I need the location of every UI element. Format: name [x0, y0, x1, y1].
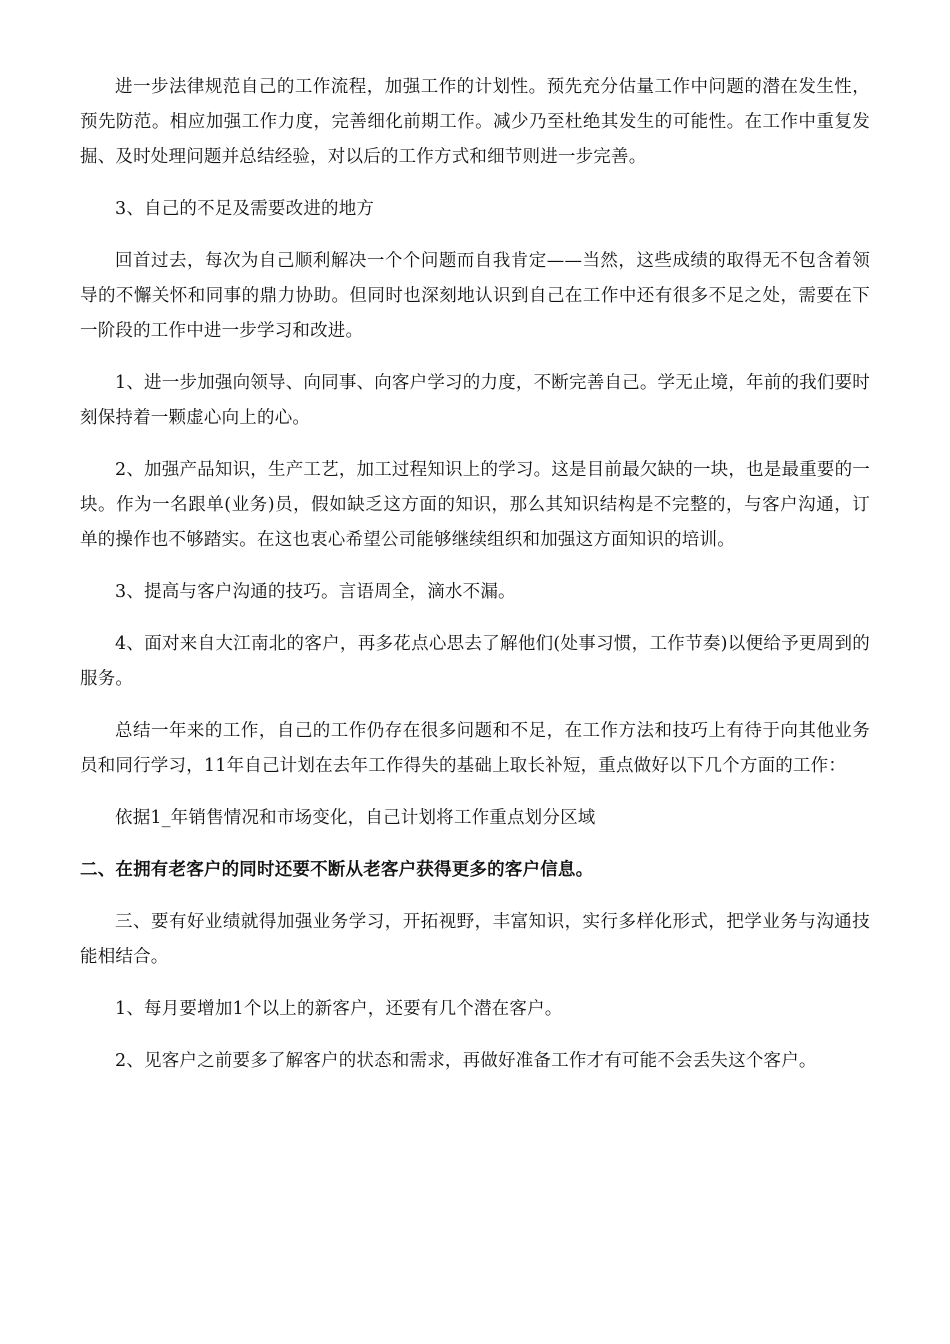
heading-section-two: 二、在拥有老客户的同时还要不断从老客户获得更多的客户信息。 [80, 860, 594, 880]
paragraph-item-learn: 1、进一步加强向领导、向同事、向客户学习的力度，不断完善自己。学无止境，年前的我们要时刻保持着一颗虚心向上的心。 [80, 373, 870, 428]
paragraph-item-product-knowledge: 2、加强产品知识，生产工艺，加工过程知识上的学习。这是目前最欠缺的一块，也是最重要的一块。作为一名跟单(业务)员，假如缺乏这方面的知识，那么其知识结构是不完整的，与客户沟通，订单的操作也不够踏实。在这也衷心希望公司能够继续组织和加强这方面知识的培训。 [80, 460, 870, 550]
paragraph-summary: 总结一年来的工作，自己的工作仍存在很多问题和不足，在工作方法和技巧上有待于向其他业务员和同行学习，11年自己计划在去年工作得失的基础上取长补短，重点做好以下几个方面的工作： [80, 721, 870, 776]
document-body [80, 70, 870, 1096]
paragraph-section-shortcomings: 3、自己的不足及需要改进的地方 [115, 199, 375, 219]
paragraph-section-three: 三、要有好业绩就得加强业务学习，开拓视野，丰富知识，实行多样化形式，把学业务与沟通技能相结合。 [80, 912, 870, 967]
paragraph-item-customer-needs: 2、见客户之前要多了解客户的状态和需求，再做好准备工作才有可能不会丢失这个客户。 [115, 1051, 817, 1071]
paragraph-work-process: 进一步法律规范自己的工作流程，加强工作的计划性。预先充分估量工作中问题的潜在发生性，预先防范。相应加强工作力度，完善细化前期工作。减少乃至杜绝其发生的可能性。在工作中重复发掘、及时处理问题并总结经验，对以后的工作方式和细节则进一步完善。 [80, 77, 870, 167]
paragraph-looking-back: 回首过去，每次为自己顺利解决一个个问题而自我肯定——当然，这些成绩的取得无不包含着领导的不懈关怀和同事的鼎力协助。但同时也深刻地认识到自己在工作中还有很多不足之处，需要在下一阶段的工作中进一步学习和改进。 [80, 251, 870, 341]
paragraph-sales-regions: 依据1_年销售情况和市场变化，自己计划将工作重点划分区域 [115, 808, 596, 828]
paragraph-item-communication: 3、提高与客户沟通的技巧。言语周全，滴水不漏。 [115, 582, 516, 602]
paragraph-item-new-customers: 1、每月要增加1个以上的新客户，还要有几个潜在客户。 [115, 999, 563, 1019]
paragraph-item-customers: 4、面对来自大江南北的客户，再多花点心思去了解他们(处事习惯，工作节奏)以便给予更周到的服务。 [80, 634, 870, 689]
